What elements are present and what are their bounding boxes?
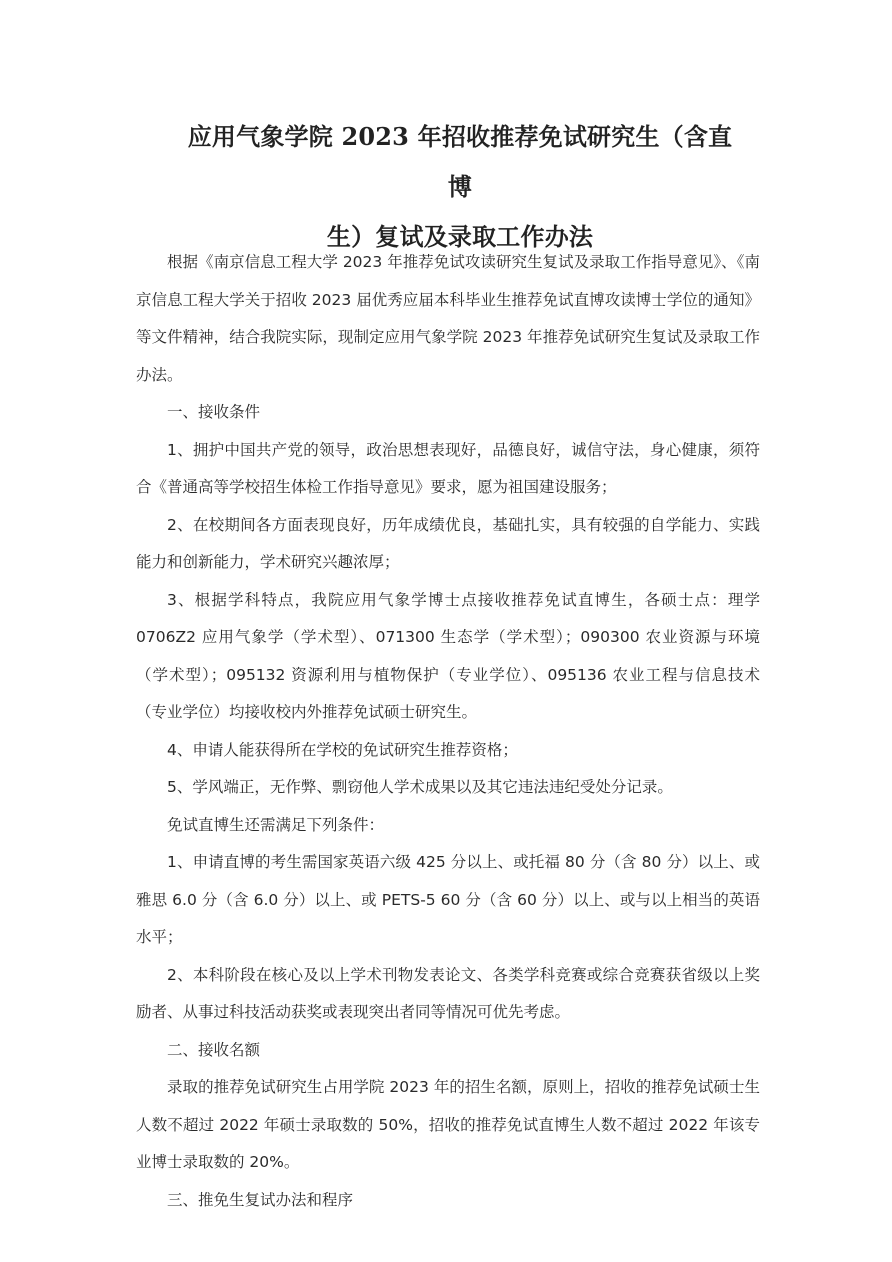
title-line-2: 生）复试及录取工作办法 <box>326 222 594 251</box>
title-line-1: 应用气象学院 2023 年招收推荐免试研究生（含直博 <box>187 122 733 201</box>
paragraph-phd-condition-1: 1、申请直博的考生需国家英语六级 425 分以上、或托福 80 分（含 80 分）以上、或雅思 6.0 分（含 6.0 分）以上、或 PETS-5 60 分（含 60 分）以上、或与以上相当的英语水平； <box>136 853 760 946</box>
document-body <box>136 244 760 1219</box>
paragraph-condition-4: 4、申请人能获得所在学校的免试研究生推荐资格； <box>167 740 518 759</box>
paragraph-phd-conditions-intro: 免试直博生还需满足下列条件： <box>167 815 385 834</box>
paragraph-condition-3: 3、根据学科特点，我院应用气象学博士点接收推荐免试直博生，各硕士点：理学 0706Z2 应用气象学（学术型）、071300 生态学（学术型）；090300 农业资源与环境（学术型）；095132 资源利用与植物保护（专业学位）、095136 农业工程与信息技术（专业学位）均接收校内外推荐免试硕士研究生。 <box>136 590 760 721</box>
paragraph-quota: 录取的推荐免试研究生占用学院 2023 年的招生名额，原则上，招收的推荐免试硕士生人数不超过 2022 年硕士录取数的 50%，招收的推荐免试直博生人数不超过 2022 年该专业博士录取数的 20%。 <box>136 1078 760 1171</box>
paragraph-phd-condition-2: 2、本科阶段在核心及以上学术刊物发表论文、各类学科竞赛或综合竞赛获省级以上奖励者、从事过科技活动获奖或表现突出者同等情况可优先考虑。 <box>136 965 760 1021</box>
section-heading-3: 三、推免生复试办法和程序 <box>167 1190 354 1209</box>
paragraph-intro: 根据《南京信息工程大学 2023 年推荐免试攻读研究生复试及录取工作指导意见》、《南京信息工程大学关于招收 2023 届优秀应届本科毕业生推荐免试直博攻读博士学位的通知》等文件精神，结合我院实际，现制定应用气象学院 2023 年推荐免试研究生复试及录取工作办法。 <box>136 253 760 384</box>
paragraph-condition-1: 1、拥护中国共产党的领导，政治思想表现好，品德良好，诚信守法，身心健康，须符合《普通高等学校招生体检工作指导意见》要求，愿为祖国建设服务； <box>136 440 760 496</box>
paragraph-condition-2: 2、在校期间各方面表现良好，历年成绩优良，基础扎实，具有较强的自学能力、实践能力和创新能力，学术研究兴趣浓厚； <box>136 515 760 571</box>
document-title <box>180 112 740 262</box>
section-heading-1: 一、接收条件 <box>167 403 261 421</box>
paragraph-condition-5: 5、学风端正，无作弊、剽窃他人学术成果以及其它违法违纪受处分记录。 <box>167 778 673 796</box>
section-heading-2: 二、接收名额 <box>167 1040 261 1059</box>
